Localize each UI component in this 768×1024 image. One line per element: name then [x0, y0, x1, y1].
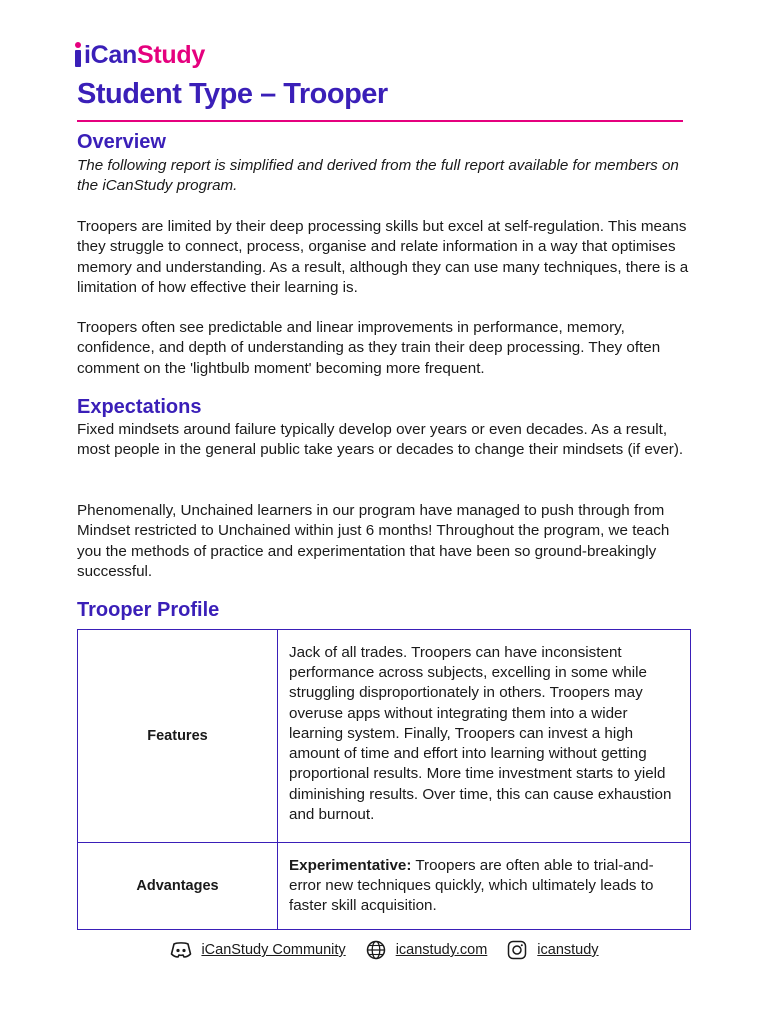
icanstudy-logo: [74, 38, 205, 72]
logo-text-part1: iCan: [84, 40, 137, 69]
website-link[interactable]: [364, 939, 488, 961]
discord-icon: [169, 939, 193, 961]
overview-paragraph-1: Troopers are limited by their deep processing skills but excel at self-regulation. This means they struggle to connect, process, organise and relate information in a way that optimises memory and understanding. As a result, although they can use many techniques, there is a limitation of how effective their learning is.: [77, 218, 689, 296]
table-row-advantages: [78, 843, 691, 930]
logo-icon: [74, 42, 82, 68]
page-title: Student Type – Trooper: [77, 78, 388, 110]
table-row-features: [78, 630, 691, 843]
overview-heading: Overview: [77, 131, 166, 153]
advantages-text: Troopers are often able to trial-and-error new techniques quickly, which ultimately leads to faster skill acquisition.: [289, 856, 654, 915]
features-label: Features: [78, 630, 278, 843]
expectations-paragraph-2: Phenomenally, Unchained learners in our program have managed to push through from Mindset restricted to Unchained within just 6 months! Throughout the program, we teach you the methods of practice and experimentation that have been so ground-breakingly successful.: [77, 502, 670, 580]
expectations-heading: Expectations: [77, 396, 202, 418]
overview-paragraph-2: Troopers often see predictable and linear improvements in performance, memory, confidence, and depth of understanding as they train their deep processing. They often comment on the 'lightbulb moment' becoming more frequent.: [77, 319, 661, 377]
instagram-icon: [505, 939, 529, 961]
footer-links: [0, 937, 768, 963]
overview-intro: The following report is simplified and derived from the full report available for members on the iCanStudy program.: [77, 157, 679, 195]
website-link-label: icanstudy.com: [395, 942, 488, 958]
community-link-label: iCanStudy Community: [201, 942, 346, 958]
advantages-cell: [278, 843, 691, 930]
globe-icon: [364, 939, 388, 961]
expectations-paragraph-1: Fixed mindsets around failure typically develop over years or even decades. As a result, most people in the general public take years or decades to change their mindsets (if ever).: [77, 421, 684, 459]
features-text: Jack of all trades. Troopers can have inconsistent performance across subjects, excelling in some while struggling disproportionately in others. Troopers may overuse apps without integrating them into a wider learning system. Finally, Troopers can invest a high amount of time and effort into learning without getting proportional results. More time investment starts to yield diminishing results. Over time, this can cause exhaustion and burnout.: [278, 630, 691, 843]
trooper-profile-heading: Trooper Profile: [77, 599, 220, 621]
community-link[interactable]: [169, 939, 345, 961]
trooper-profile-table: [77, 629, 691, 930]
title-divider: [77, 120, 683, 122]
logo-text-part2: Study: [136, 40, 205, 69]
instagram-link-label: icanstudy: [537, 942, 599, 958]
advantages-label: Advantages: [78, 843, 278, 930]
instagram-link[interactable]: [505, 939, 598, 961]
advantages-bold-term: Experimentative:: [289, 856, 412, 874]
